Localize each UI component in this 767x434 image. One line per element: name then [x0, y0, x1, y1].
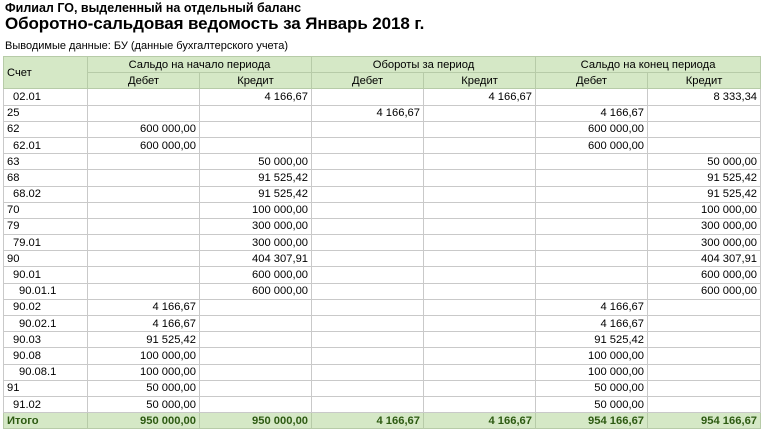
closing-credit-cell: 50 000,00: [648, 154, 761, 170]
opening-debit-cell: [88, 235, 200, 251]
turnover-credit-cell: [424, 380, 536, 396]
closing-debit-header[interactable]: Дебет: [536, 73, 648, 89]
closing-credit-cell: [648, 396, 761, 412]
closing-credit-cell: [648, 380, 761, 396]
closing-credit-cell: 91 525,42: [648, 170, 761, 186]
turnover-debit-cell: [312, 364, 424, 380]
total-turnover-debit: 4 166,67: [312, 413, 424, 429]
closing-credit-cell: [648, 348, 761, 364]
closing-credit-cell: 8 333,34: [648, 89, 761, 105]
account-cell: 90.08.1: [4, 364, 88, 380]
table-row[interactable]: [4, 267, 761, 283]
turnover-credit-cell: [424, 283, 536, 299]
account-cell: 02.01: [4, 89, 88, 105]
closing-credit-cell: [648, 299, 761, 315]
account-cell: 90.01: [4, 267, 88, 283]
table-row[interactable]: [4, 348, 761, 364]
closing-credit-header[interactable]: Кредит: [648, 73, 761, 89]
opening-credit-cell: 300 000,00: [200, 218, 312, 234]
account-cell: 79.01: [4, 235, 88, 251]
opening-debit-cell: [88, 186, 200, 202]
account-cell: 62.01: [4, 137, 88, 153]
closing-debit-cell: [536, 251, 648, 267]
closing-credit-cell: 600 000,00: [648, 283, 761, 299]
closing-debit-cell: [536, 235, 648, 251]
opening-debit-cell: [88, 89, 200, 105]
turnover-debit-cell: [312, 380, 424, 396]
closing-debit-cell: 50 000,00: [536, 396, 648, 412]
turnover-debit-cell: [312, 267, 424, 283]
turnover-credit-cell: [424, 299, 536, 315]
opening-credit-cell: [200, 332, 312, 348]
closing-debit-cell: [536, 170, 648, 186]
opening-debit-cell: [88, 267, 200, 283]
turnover-credit-cell: [424, 154, 536, 170]
turnover-debit-cell: [312, 235, 424, 251]
closing-credit-cell: [648, 316, 761, 332]
opening-credit-cell: 600 000,00: [200, 283, 312, 299]
turnover-credit-cell: [424, 235, 536, 251]
opening-debit-cell: 4 166,67: [88, 316, 200, 332]
opening-debit-cell: 4 166,67: [88, 299, 200, 315]
account-cell: 91.02: [4, 396, 88, 412]
closing-credit-cell: 91 525,42: [648, 186, 761, 202]
opening-credit-cell: [200, 396, 312, 412]
table-header: [4, 57, 761, 89]
turnover-debit-cell: [312, 316, 424, 332]
closing-credit-cell: [648, 137, 761, 153]
turnover-credit-cell: [424, 267, 536, 283]
turnover-debit-cell: [312, 170, 424, 186]
total-opening-credit: 950 000,00: [200, 413, 312, 429]
turnover-debit-cell: [312, 137, 424, 153]
turnover-debit-cell: [312, 89, 424, 105]
opening-credit-cell: 91 525,42: [200, 186, 312, 202]
turnover-debit-cell: [312, 251, 424, 267]
turnover-credit-cell: [424, 251, 536, 267]
closing-debit-cell: 4 166,67: [536, 105, 648, 121]
total-label: Итого: [4, 413, 88, 429]
opening-credit-cell: [200, 316, 312, 332]
opening-credit-cell: 600 000,00: [200, 267, 312, 283]
total-closing-credit: 954 166,67: [648, 413, 761, 429]
opening-debit-cell: [88, 170, 200, 186]
table-row[interactable]: [4, 137, 761, 153]
opening-debit-cell: 600 000,00: [88, 137, 200, 153]
opening-debit-cell: [88, 218, 200, 234]
table-row[interactable]: [4, 396, 761, 412]
turnover-debit-cell: 4 166,67: [312, 105, 424, 121]
opening-debit-cell: [88, 251, 200, 267]
turnover-credit-cell: [424, 396, 536, 412]
turnover-header[interactable]: Обороты за период: [312, 57, 536, 73]
turnover-credit-cell: [424, 364, 536, 380]
closing-debit-cell: 50 000,00: [536, 380, 648, 396]
account-cell: 70: [4, 202, 88, 218]
organization-name: Филиал ГО, выделенный на отдельный баланс: [5, 1, 302, 15]
closing-debit-cell: 600 000,00: [536, 137, 648, 153]
turnover-credit-cell: [424, 202, 536, 218]
opening-credit-cell: [200, 121, 312, 137]
closing-debit-cell: 100 000,00: [536, 364, 648, 380]
opening-debit-cell: 600 000,00: [88, 121, 200, 137]
total-closing-debit: 954 166,67: [536, 413, 648, 429]
opening-debit-cell: 100 000,00: [88, 364, 200, 380]
opening-credit-cell: [200, 299, 312, 315]
closing-debit-cell: 4 166,67: [536, 299, 648, 315]
table-row[interactable]: [4, 121, 761, 137]
trial-balance-table: [3, 56, 761, 429]
account-cell: 62: [4, 121, 88, 137]
opening-debit-cell: [88, 154, 200, 170]
report-title: Оборотно-сальдовая ведомость за Январь 2018 г.: [5, 14, 425, 33]
turnover-credit-cell: [424, 121, 536, 137]
account-cell: 90.03: [4, 332, 88, 348]
table-row[interactable]: [4, 364, 761, 380]
table-row[interactable]: [4, 380, 761, 396]
account-cell: 63: [4, 154, 88, 170]
turnover-credit-cell: [424, 348, 536, 364]
table-row[interactable]: [4, 235, 761, 251]
account-cell: 90.08: [4, 348, 88, 364]
table-row[interactable]: [4, 316, 761, 332]
turnover-debit-cell: [312, 283, 424, 299]
opening-debit-header[interactable]: Дебет: [88, 73, 200, 89]
opening-credit-cell: [200, 364, 312, 380]
account-cell: 91: [4, 380, 88, 396]
turnover-debit-cell: [312, 154, 424, 170]
turnover-debit-cell: [312, 332, 424, 348]
opening-debit-cell: 50 000,00: [88, 380, 200, 396]
closing-debit-cell: [536, 283, 648, 299]
opening-credit-cell: [200, 380, 312, 396]
account-cell: 68.02: [4, 186, 88, 202]
opening-credit-cell: [200, 137, 312, 153]
total-row[interactable]: [4, 413, 761, 429]
closing-debit-cell: 100 000,00: [536, 348, 648, 364]
table-row[interactable]: [4, 202, 761, 218]
table-row[interactable]: [4, 186, 761, 202]
total-turnover-credit: 4 166,67: [424, 413, 536, 429]
closing-credit-cell: 300 000,00: [648, 218, 761, 234]
turnover-debit-cell: [312, 396, 424, 412]
closing-debit-cell: 91 525,42: [536, 332, 648, 348]
account-cell: 90.02: [4, 299, 88, 315]
closing-debit-cell: [536, 154, 648, 170]
closing-credit-cell: 404 307,91: [648, 251, 761, 267]
closing-debit-cell: 4 166,67: [536, 316, 648, 332]
opening-credit-cell: 404 307,91: [200, 251, 312, 267]
opening-credit-cell: 4 166,67: [200, 89, 312, 105]
turnover-credit-cell: 4 166,67: [424, 89, 536, 105]
closing-credit-cell: 600 000,00: [648, 267, 761, 283]
closing-credit-cell: [648, 364, 761, 380]
turnover-credit-cell: [424, 316, 536, 332]
turnover-credit-cell: [424, 332, 536, 348]
turnover-debit-cell: [312, 218, 424, 234]
report-parameters: Выводимые данные: БУ (данные бухгалтерского учета): [5, 40, 288, 52]
closing-debit-cell: [536, 89, 648, 105]
closing-credit-cell: [648, 105, 761, 121]
account-cell: 90.02.1: [4, 316, 88, 332]
table-row[interactable]: [4, 332, 761, 348]
turnover-credit-cell: [424, 170, 536, 186]
opening-credit-cell: 50 000,00: [200, 154, 312, 170]
opening-debit-cell: 91 525,42: [88, 332, 200, 348]
opening-credit-cell: 100 000,00: [200, 202, 312, 218]
turnover-credit-header[interactable]: Кредит: [424, 73, 536, 89]
opening-balance-header[interactable]: Сальдо на начало периода: [88, 57, 312, 73]
opening-debit-cell: 50 000,00: [88, 396, 200, 412]
closing-credit-cell: 100 000,00: [648, 202, 761, 218]
turnover-debit-header[interactable]: Дебет: [312, 73, 424, 89]
table-row[interactable]: [4, 154, 761, 170]
table-row[interactable]: [4, 89, 761, 105]
turnover-debit-cell: [312, 121, 424, 137]
turnover-debit-cell: [312, 299, 424, 315]
closing-balance-header[interactable]: Сальдо на конец периода: [536, 57, 761, 73]
opening-credit-header[interactable]: Кредит: [200, 73, 312, 89]
turnover-credit-cell: [424, 186, 536, 202]
account-cell: 68: [4, 170, 88, 186]
table-row[interactable]: [4, 283, 761, 299]
table-row[interactable]: [4, 251, 761, 267]
opening-debit-cell: [88, 283, 200, 299]
turnover-debit-cell: [312, 186, 424, 202]
opening-debit-cell: [88, 202, 200, 218]
table-row[interactable]: [4, 218, 761, 234]
table-body: [4, 89, 761, 413]
turnover-debit-cell: [312, 348, 424, 364]
table-row[interactable]: [4, 105, 761, 121]
table-row[interactable]: [4, 170, 761, 186]
table-row[interactable]: [4, 299, 761, 315]
total-opening-debit: 950 000,00: [88, 413, 200, 429]
closing-debit-cell: [536, 267, 648, 283]
opening-credit-cell: [200, 105, 312, 121]
account-cell: 90.01.1: [4, 283, 88, 299]
closing-debit-cell: [536, 218, 648, 234]
closing-debit-cell: [536, 202, 648, 218]
account-column-header[interactable]: Счет: [4, 57, 88, 89]
turnover-credit-cell: [424, 105, 536, 121]
account-cell: 79: [4, 218, 88, 234]
opening-credit-cell: [200, 348, 312, 364]
closing-credit-cell: [648, 332, 761, 348]
closing-credit-cell: [648, 121, 761, 137]
turnover-credit-cell: [424, 218, 536, 234]
account-cell: 25: [4, 105, 88, 121]
account-cell: 90: [4, 251, 88, 267]
closing-debit-cell: 600 000,00: [536, 121, 648, 137]
turnover-debit-cell: [312, 202, 424, 218]
closing-debit-cell: [536, 186, 648, 202]
opening-credit-cell: 91 525,42: [200, 170, 312, 186]
opening-debit-cell: 100 000,00: [88, 348, 200, 364]
opening-debit-cell: [88, 105, 200, 121]
closing-credit-cell: 300 000,00: [648, 235, 761, 251]
turnover-credit-cell: [424, 137, 536, 153]
opening-credit-cell: 300 000,00: [200, 235, 312, 251]
